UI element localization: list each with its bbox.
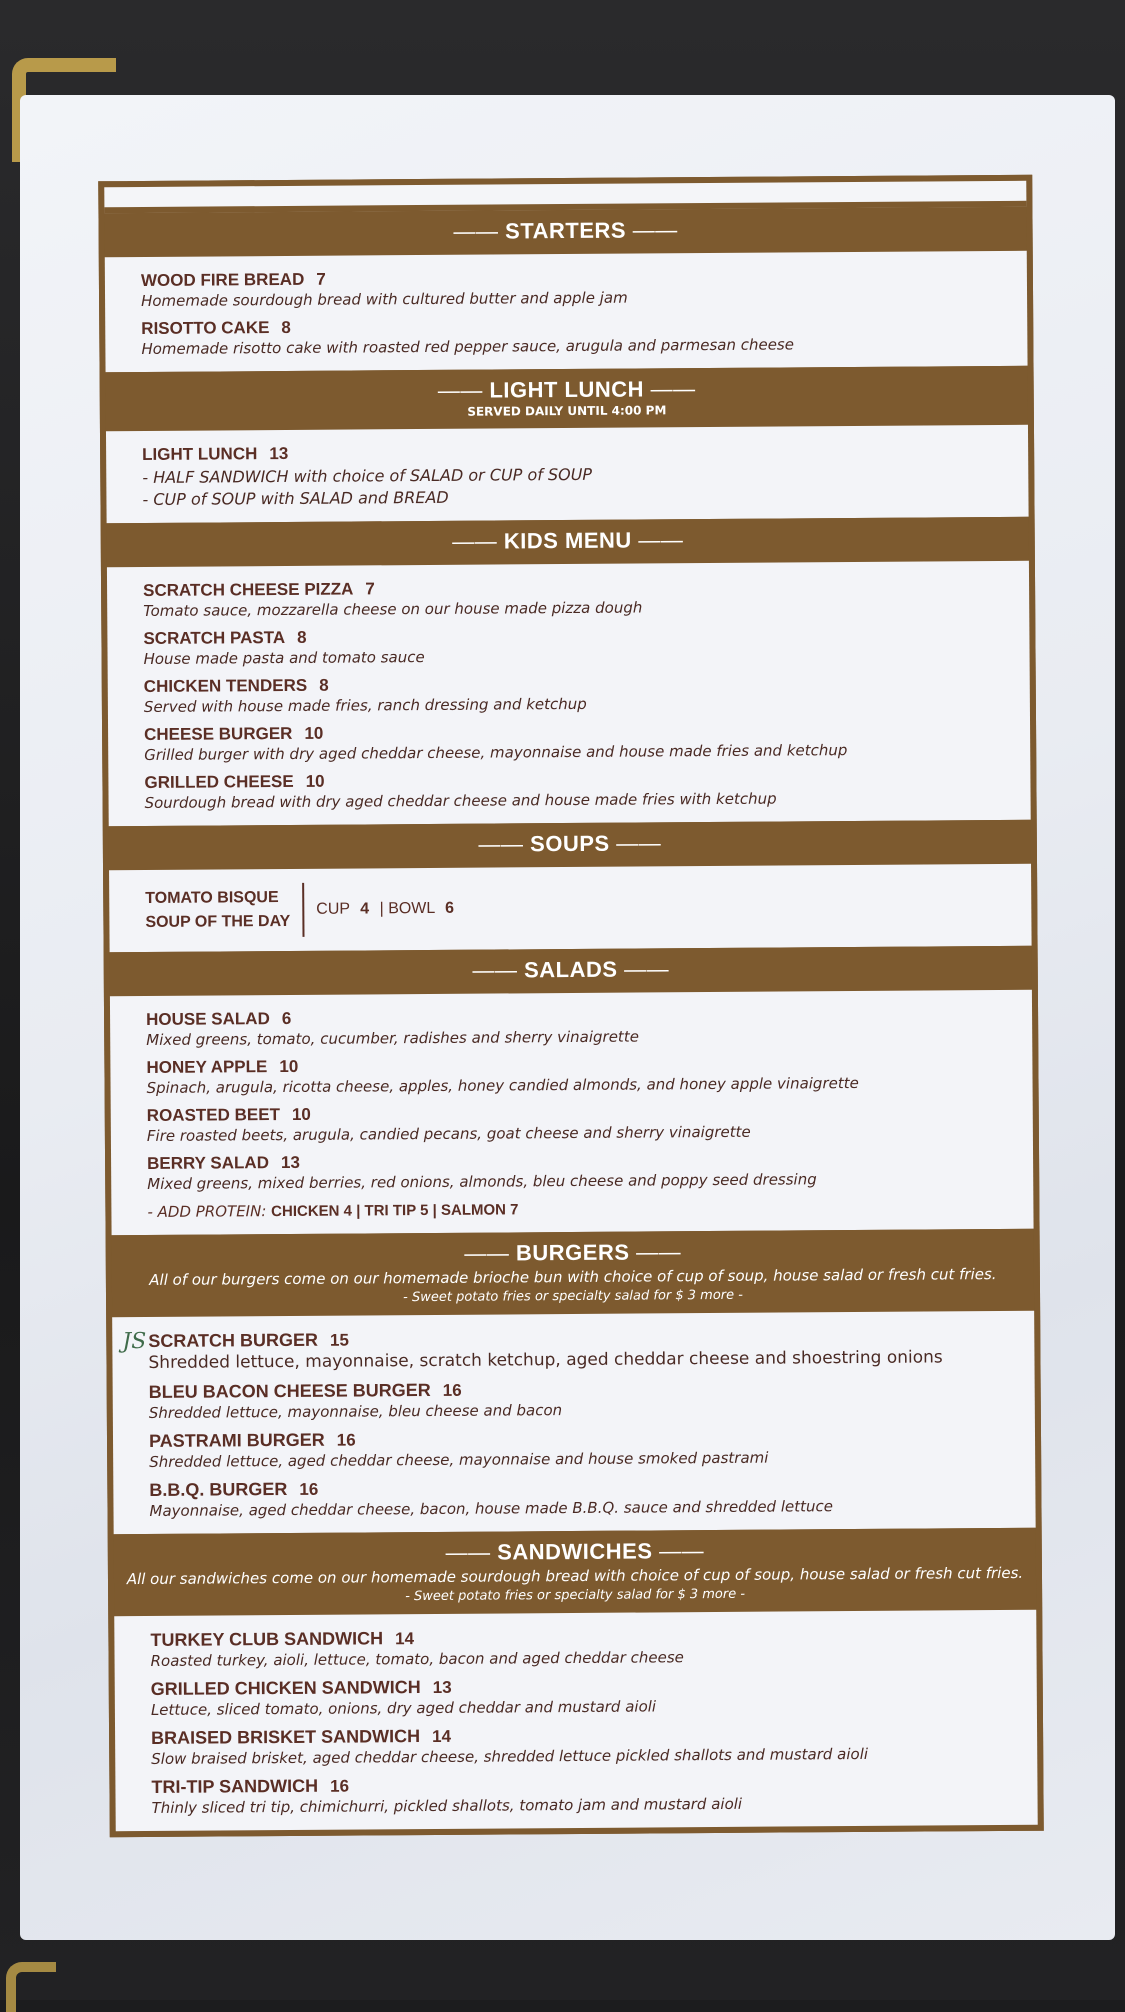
item-price: 14 (432, 1726, 452, 1746)
item-name: GRILLED CHICKEN SANDWICH (150, 1677, 421, 1699)
item-name: RISOTTO CAKE (141, 318, 270, 338)
item-price: 16 (330, 1776, 350, 1796)
add-protein-options: CHICKEN 4 | TRI TIP 5 | SALMON 7 (271, 1201, 519, 1221)
list-item (150, 1624, 1006, 1670)
light-lunch-header (106, 366, 1028, 431)
bowl-label: BOWL (388, 899, 435, 918)
kids-menu-section (107, 561, 1031, 826)
burgers-section (112, 1311, 1035, 1534)
item-price: 7 (365, 579, 375, 599)
list-item (141, 265, 997, 310)
item-price: 8 (319, 675, 329, 695)
item-name: TRI-TIP SANDWICH (151, 1775, 319, 1797)
item-description: House made pasta and tomato sauce (143, 648, 425, 668)
item-name: BLEU BACON CHEESE BURGER (148, 1379, 431, 1402)
item-name: WOOD FIRE BREAD (140, 269, 305, 290)
item-description: Slow braised brisket, aged cheddar cheese, shredded lettuce pickled shallots and mustard aioli (151, 1744, 869, 1768)
section-title: —— SOUPS —— (109, 828, 1031, 860)
section-title: —— KIDS MENU —— (107, 525, 1029, 557)
item-price: 10 (304, 723, 324, 743)
section-title: —— LIGHT LUNCH —— (106, 374, 1028, 406)
section-title: —— SALADS —— (110, 954, 1032, 986)
section-subtitle: SERVED DAILY UNTIL 4:00 PM (467, 403, 667, 419)
burgers-header (112, 1229, 1035, 1317)
list-item (144, 767, 1000, 812)
list-item (146, 1004, 1002, 1049)
item-price: 16 (442, 1380, 462, 1400)
list-item (149, 1425, 1005, 1471)
item-description: Lettuce, sliced tomato, onions, dry aged cheddar and mustard aioli (150, 1697, 657, 1719)
handwritten-initials: JS (122, 1328, 147, 1355)
item-price: 10 (279, 1056, 299, 1077)
list-item (143, 623, 999, 668)
item-name: CHEESE BURGER (144, 723, 293, 744)
soup-name: SOUP OF THE DAY (145, 912, 291, 931)
item-name: CHICKEN TENDERS (143, 675, 308, 696)
item-name: LIGHT LUNCH (142, 444, 258, 464)
item-price: 15 (329, 1330, 349, 1350)
menu-frame (98, 175, 1044, 1837)
item-name: SCRATCH PASTA (143, 627, 286, 648)
item-name: PASTRAMI BURGER (148, 1429, 325, 1451)
item-name: GRILLED CHEESE (144, 771, 294, 792)
list-item (122, 1325, 1004, 1373)
list-item (142, 439, 998, 509)
item-description: Mixed greens, tomato, cucumber, radishes and sherry vinaigrette (146, 1027, 639, 1049)
item-price: 10 (291, 1104, 311, 1124)
item-name: BERRY SALAD (147, 1153, 270, 1173)
item-name: HONEY APPLE (146, 1057, 268, 1077)
item-description: Roasted turkey, aioli, lettuce, tomato, bacon and aged cheddar cheese (150, 1648, 684, 1670)
soup-name: TOMATO BISQUE (145, 889, 279, 907)
list-item (141, 313, 997, 358)
list-item (151, 1771, 1007, 1817)
soup-names (145, 883, 304, 938)
list-item (151, 1722, 1007, 1768)
list-item (151, 1673, 1007, 1719)
list-item (146, 1052, 1002, 1097)
list-item (147, 1148, 1003, 1193)
section-upcharge-note: - Sweet potato fries or specialty salad for $ 3 more - (405, 1586, 746, 1605)
item-description: Fire roasted beets, arugula, candied pecans, goat cheese and sherry vinaigrette (146, 1122, 751, 1145)
salads-header (110, 946, 1032, 996)
item-description: Spinach, arugula, ricotta cheese, apples, honey candied almonds, and honey apple vinaigrette (146, 1073, 859, 1097)
item-name: HOUSE SALAD (146, 1009, 270, 1029)
soup-prices (304, 900, 460, 919)
item-description: Shredded lettuce, mayonnaise, scratch ketchup, aged cheddar cheese and shoestring onions (148, 1347, 943, 1373)
section-upcharge-note: - Sweet potato fries or specialty salad for $ 3 more - (403, 1287, 743, 1306)
item-description: Sourdough bread with dry aged cheddar cheese and house made fries with ketchup (144, 789, 777, 812)
item-price: 6 (281, 1008, 292, 1029)
item-price: 16 (299, 1479, 319, 1499)
cup-label: CUP (316, 900, 350, 918)
item-description: Mixed greens, mixed berries, red onions, almonds, bleu cheese and poppy seed dressing (147, 1170, 817, 1193)
kids-menu-header (107, 517, 1029, 567)
item-name: SCRATCH CHEESE PIZZA (143, 579, 354, 600)
item-description: Served with house made fries, ranch dressing and ketchup (143, 694, 587, 716)
salads-section (110, 990, 1034, 1235)
cup-price: 4 (360, 900, 370, 918)
item-price: 16 (336, 1430, 356, 1450)
section-title: —— BURGERS —— (112, 1237, 1034, 1269)
list-item (149, 1376, 1005, 1422)
binder-corner-ornament (6, 1962, 56, 2012)
section-title: —— STARTERS —— (105, 215, 1027, 247)
soups-header (109, 820, 1031, 870)
starters-section (105, 251, 1028, 372)
item-name: SCRATCH BURGER (148, 1329, 319, 1351)
item-price: 13 (432, 1677, 452, 1697)
item-price: 8 (297, 627, 307, 647)
add-protein-label: - ADD PROTEIN: (147, 1202, 267, 1221)
list-item (143, 575, 999, 620)
sandwiches-header (114, 1528, 1037, 1616)
item-description: Tomato sauce, mozzarella cheese on our house made pizza dough (143, 598, 643, 620)
item-description: Shredded lettuce, mayonnaise, bleu cheese and bacon (148, 1401, 563, 1422)
light-lunch-section (106, 425, 1029, 523)
item-name: ROASTED BEET (146, 1105, 281, 1125)
item-price: 8 (281, 317, 291, 338)
item-price: 7 (316, 269, 326, 289)
item-option: - CUP of SOUP with SALAD and BREAD (142, 487, 449, 509)
starters-header (104, 207, 1026, 257)
item-name: TURKEY CLUB SANDWICH (150, 1628, 384, 1650)
item-price: 13 (280, 1152, 300, 1173)
section-note: All of our burgers come on our homemade brioche bun with choice of cup of soup, house salad or fresh cut fries. (149, 1265, 997, 1289)
item-name: BRAISED BRISKET SANDWICH (151, 1726, 421, 1748)
list-item (149, 1474, 1005, 1520)
item-price: 14 (395, 1629, 415, 1649)
item-description: Shredded lettuce, aged cheddar cheese, mayonnaise and house smoked pastrami (149, 1448, 769, 1471)
soups-section (109, 864, 1032, 952)
item-name: B.B.Q. BURGER (149, 1478, 288, 1500)
item-description: Thinly sliced tri tip, chimichurri, pickled shallots, tomato jam and mustard aioli (151, 1794, 743, 1817)
price-divider: | (379, 900, 384, 918)
list-item (147, 1100, 1003, 1145)
section-note: All our sandwiches come on our homemade sourdough bread with choice of cup of soup, house salad or fresh cut fries. (126, 1563, 1024, 1589)
item-description: Mayonnaise, aged cheddar cheese, bacon, house made B.B.Q. sauce and shredded lettuce (149, 1497, 834, 1520)
add-protein-line (147, 1197, 1003, 1221)
section-title: —— SANDWICHES —— (114, 1536, 1036, 1568)
bowl-price: 6 (445, 899, 455, 917)
list-item (144, 719, 1000, 764)
item-description: Grilled burger with dry aged cheddar cheese, mayonnaise and house made fries and ketchup (144, 741, 848, 764)
list-item (144, 671, 1000, 716)
sandwiches-section (114, 1610, 1037, 1831)
item-price: 10 (305, 771, 325, 791)
item-description: Homemade sourdough bread with cultured butter and apple jam (141, 288, 628, 310)
item-description: Homemade risotto cake with roasted red pepper sauce, arugula and parmesan cheese (141, 335, 795, 358)
item-price: 13 (269, 443, 289, 464)
item-option: - HALF SANDWICH with choice of SALAD or CUP of SOUP (142, 464, 593, 487)
